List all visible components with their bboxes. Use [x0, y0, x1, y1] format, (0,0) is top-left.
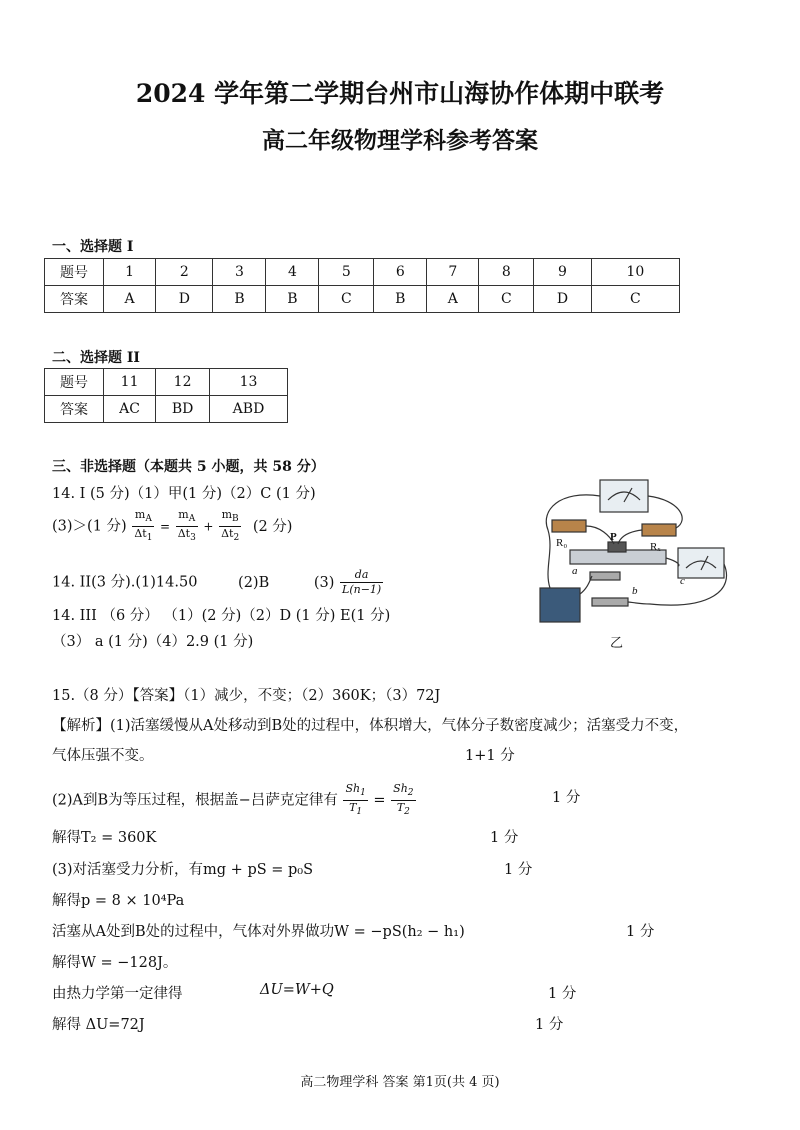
section1-heading: 一、选择题 I	[52, 239, 134, 255]
table-row	[45, 286, 680, 313]
wire	[580, 576, 592, 594]
section1-table	[44, 258, 680, 313]
table-cell: 5	[319, 259, 374, 286]
right-meter	[678, 548, 724, 578]
label-b: b	[632, 585, 638, 597]
table-cell: 11	[104, 369, 156, 396]
table-cell: C	[591, 286, 679, 313]
table-cell: 4	[266, 259, 319, 286]
battery	[540, 588, 580, 622]
equation: ΔU=W+Q	[260, 982, 334, 998]
table-cell: 9	[534, 259, 591, 286]
table-cell: B	[374, 286, 427, 313]
table-cell: C	[479, 286, 534, 313]
q14-part3b-line: （3） a (1 分)（4）2.9 (1 分)	[52, 634, 254, 650]
row-label: 答案	[45, 396, 104, 423]
table-cell: 1	[104, 259, 156, 286]
q15-analysis-line: 解得T₂ = 360K	[52, 830, 157, 846]
q14-part1-prefix: (3)＞(1 分)	[52, 518, 127, 535]
figure-caption: 乙	[610, 636, 624, 651]
q15-analysis-line: 解得p = 8 × 10⁴Pa	[52, 893, 185, 909]
page-subtitle: 高二年级物理学科参考答案	[262, 127, 538, 154]
row-label: 题号	[45, 259, 104, 286]
q15-analysis-line: 【解析】(1)活塞缓慢从A处移动到B处的过程中，体积增大，气体分子数密度减少；活塞受力不变，	[52, 718, 689, 734]
fraction: $\frac{m_B}{\Delta t_2}$	[221, 508, 240, 544]
table-cell: 6	[374, 259, 427, 286]
table-cell: B	[213, 286, 266, 313]
table-cell: 12	[156, 369, 210, 396]
fraction: $\frac{m_A}{\Delta t_1}$	[134, 508, 153, 544]
table-cell: C	[319, 286, 374, 313]
section3-heading: 三、非选择题（本题共 5 小题，共 58 分）	[52, 459, 325, 475]
label-a: a	[572, 565, 578, 577]
q14-part1-line: 14. I (5 分)（1）甲(1 分)（2）C (1 分)	[52, 486, 316, 502]
table-row	[45, 396, 288, 423]
q15-analysis-line: 由热力学第一定律得	[52, 986, 183, 1002]
switch-a	[592, 598, 628, 606]
section2-table	[44, 368, 288, 423]
table-cell: BD	[156, 396, 210, 423]
score: 1 分	[535, 1017, 564, 1033]
table-cell: 7	[427, 259, 479, 286]
label-c: c	[680, 575, 685, 587]
label-r0: R₀	[556, 537, 568, 549]
q15-analysis-line: 活塞从A处到B处的过程中，气体对外界做功W = −pS(h₂ − h₁)	[52, 924, 465, 940]
resistor-rx	[642, 524, 676, 536]
table-row	[45, 259, 680, 286]
q14-part2-line: 14. II(3 分).(1)14.50 (2)B (3) $\frac{da}{L(n-1)}$	[52, 568, 382, 596]
table-cell: A	[427, 286, 479, 313]
table-cell: ABD	[209, 396, 287, 423]
score: 1 分	[548, 986, 577, 1002]
top-meter	[600, 480, 648, 512]
fraction: $\frac{Sh_1}{T_1}$	[345, 782, 366, 818]
table-cell: D	[534, 286, 591, 313]
score: 1 分	[626, 924, 655, 940]
q15-analysis-line: 解得W = −128J。	[52, 955, 178, 971]
table-cell: 10	[591, 259, 679, 286]
q15-answer-line: 15.（8 分）【答案】（1）减少，不变；（2）360K；（3）72J	[52, 688, 441, 704]
score: 1 分	[490, 830, 519, 846]
score: 1 分	[504, 862, 533, 878]
circuit-figure	[530, 470, 740, 630]
q15-analysis-line: 解得 ΔU=72J	[52, 1017, 145, 1033]
score: 1+1 分	[465, 748, 515, 764]
q15-analysis-line: (2)A到B为等压过程，根据盖−吕萨克定律有 $\frac{Sh_1}{T_1}$ = $\frac{Sh_2}{T_2}$	[52, 782, 414, 818]
table-cell: B	[266, 286, 319, 313]
table-cell: 3	[213, 259, 266, 286]
slider-p	[608, 542, 626, 552]
label-rx: Rₓ	[650, 541, 661, 553]
table-cell: 8	[479, 259, 534, 286]
table-cell: 2	[156, 259, 213, 286]
q14-part3-line: 14. III （6 分） （1）(2 分)（2）D (1 分) E(1 分)	[52, 608, 391, 624]
wire	[648, 496, 682, 528]
fraction: $\frac{Sh_2}{T_2}$	[393, 782, 414, 818]
q14-part1-score: (2 分)	[252, 518, 293, 535]
section2-heading: 二、选择题 II	[52, 350, 140, 366]
row-label: 答案	[45, 286, 104, 313]
table-row	[45, 369, 288, 396]
score: 1 分	[552, 790, 581, 806]
table-cell: A	[104, 286, 156, 313]
q14-part1-formula-line: (3)＞(1 分) $\frac{m_A}{\Delta t_1}$ = $\frac{m_A}{\Delta t_3}$ + $\frac{m_B}{\Delta t_2}$ (2 分)	[52, 508, 293, 544]
row-label: 题号	[45, 369, 104, 396]
q15-analysis-line: 气体压强不变。	[52, 748, 154, 764]
wire	[666, 558, 679, 566]
fraction: $\frac{m_A}{\Delta t_3}$	[177, 508, 196, 544]
page-footer: 高二物理学科 答案 第1页(共 4 页)	[300, 1075, 500, 1090]
label-p: P	[610, 531, 617, 543]
table-cell: D	[156, 286, 213, 313]
q15-analysis-line: (3)对活塞受力分析，有mg + pS = p₀S	[52, 862, 314, 878]
resistor-r0	[552, 520, 586, 532]
fraction: $\frac{da}{L(n-1)}$	[342, 568, 382, 596]
table-cell: 13	[209, 369, 287, 396]
table-cell: AC	[104, 396, 156, 423]
page-title: 2024 学年第二学期台州市山海协作体期中联考	[135, 79, 665, 108]
